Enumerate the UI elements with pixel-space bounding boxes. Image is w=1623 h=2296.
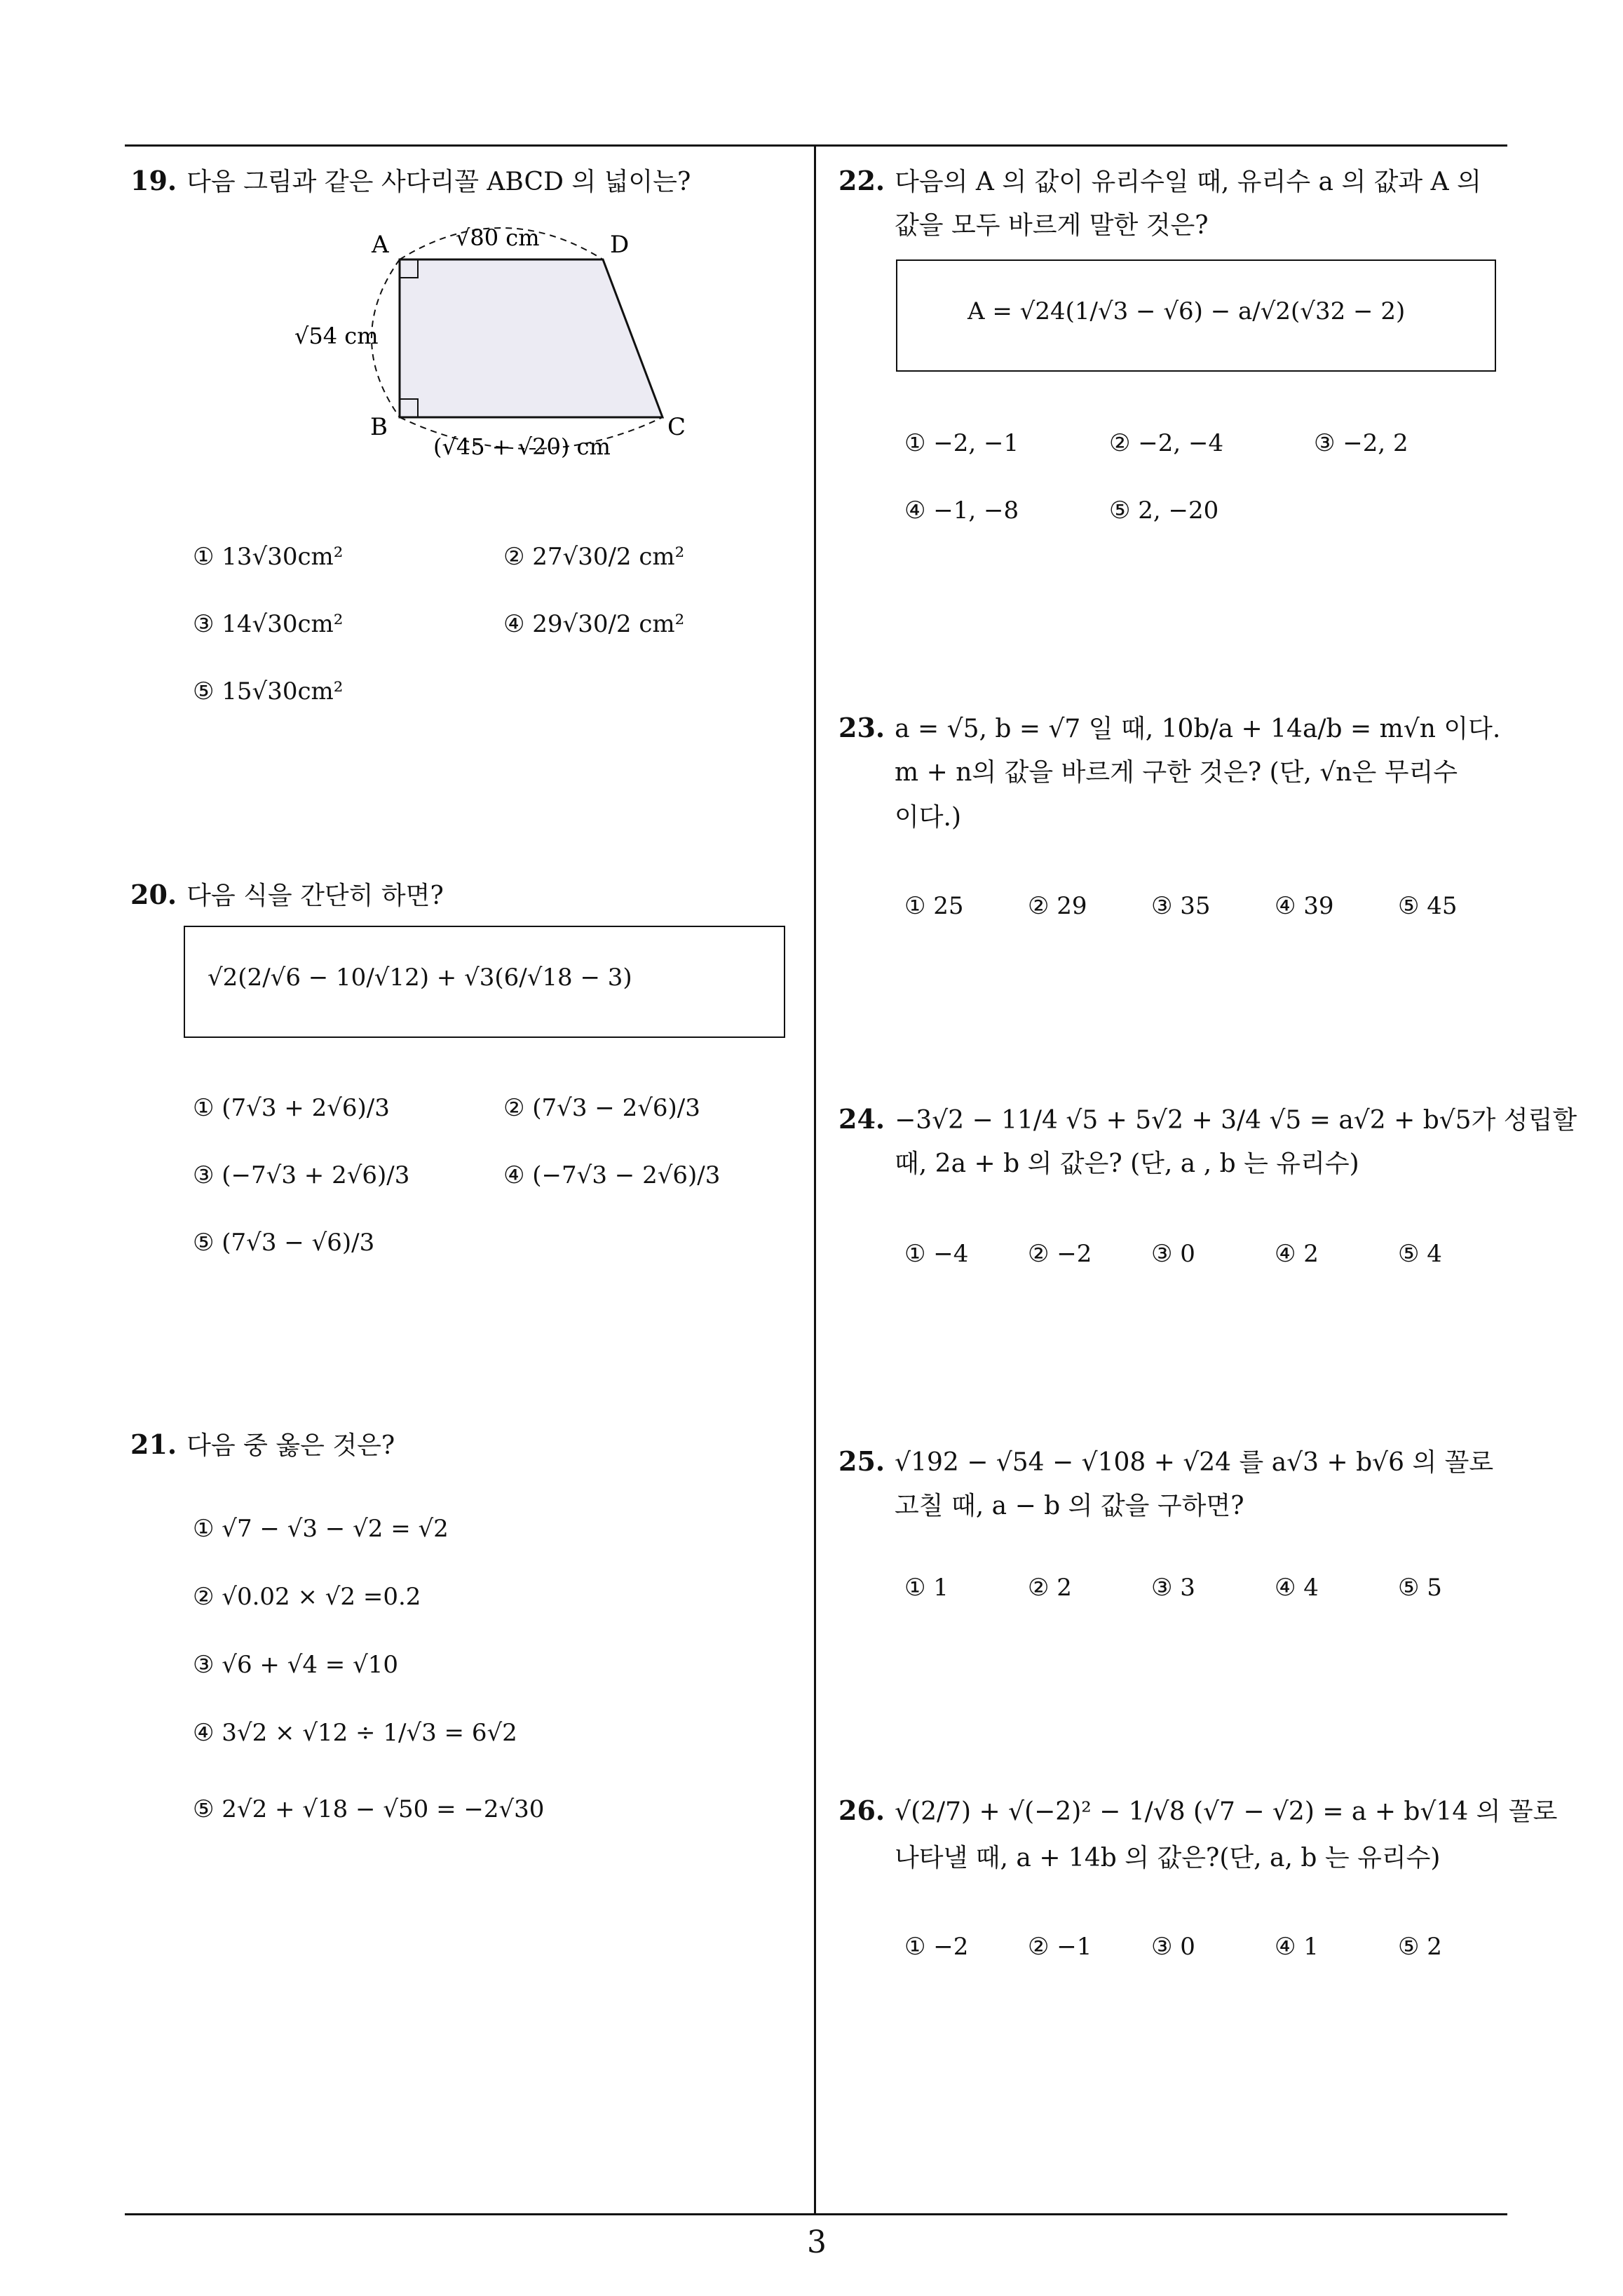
q24-option-5[interactable]: ⑤ 4 [1398, 1240, 1442, 1268]
question-24-text-line1: −3√2 − 11/4 √5 + 5√2 + 3/4 √5 = a√2 + b√5가 성립할 [895, 1106, 1577, 1135]
q21-option-1[interactable]: ① √7 − √3 − √2 = √2 [193, 1515, 449, 1543]
q20-expression: √2(2/√6 − 10/√12) + √3(6/√18 − 3) [208, 964, 632, 992]
q24-option-3[interactable]: ③ 0 [1151, 1240, 1195, 1268]
question-21-stem [130, 1424, 395, 1467]
question-23-number: 23. [838, 712, 885, 743]
q26-option-3[interactable]: ③ 0 [1151, 1933, 1195, 1961]
q25-option-2[interactable]: ② 2 [1028, 1574, 1072, 1602]
question-21-number: 21. [130, 1429, 177, 1460]
question-23-text-line1: a = √5, b = √7 일 때, 10b/a + 14a/b = m√n 이다. [895, 715, 1501, 743]
q26-option-4[interactable]: ④ 1 [1275, 1933, 1319, 1961]
left-side-label: √54 cm [294, 323, 379, 349]
question-23-stem [838, 707, 1500, 750]
bottom-side-label: (√45 + √20) cm [433, 433, 611, 460]
q20-option-2[interactable]: ② (7√3 − 2√6)/3 [503, 1094, 700, 1122]
question-25-text-line1: √192 − √54 − √108 + √24 를 a√3 + b√6 의 꼴로 [895, 1448, 1494, 1477]
question-21-text: 다음 중 옳은 것은? [186, 1431, 395, 1460]
q20-option-5[interactable]: ⑤ (7√3 − √6)/3 [193, 1229, 375, 1257]
q21-option-2[interactable]: ② √0.02 × √2 =0.2 [193, 1583, 421, 1611]
q20-option-4[interactable]: ④ (−7√3 − 2√6)/3 [503, 1161, 721, 1189]
question-24-number: 24. [838, 1103, 885, 1135]
question-26-text-line1: √(2/7) + √(−2)² − 1/√8 (√7 − √2) = a + b√14 의 꼴로 [895, 1797, 1558, 1826]
q19-option-1[interactable]: ① 13√30cm² [193, 543, 344, 571]
q23-option-3[interactable]: ③ 35 [1151, 892, 1211, 920]
q23-option-4[interactable]: ④ 39 [1275, 892, 1334, 920]
trapezoid-shape [400, 259, 663, 417]
q25-option-4[interactable]: ④ 4 [1275, 1574, 1319, 1602]
q19-option-4[interactable]: ④ 29√30/2 cm² [503, 610, 685, 638]
question-26-text-line2: 나타낼 때, a + 14b 의 값은?(단, a, b 는 유리수) [895, 1844, 1441, 1872]
q19-option-5[interactable]: ⑤ 15√30cm² [193, 677, 344, 705]
question-22-text-line1: 다음의 A 의 값이 유리수일 때, 유리수 a 의 값과 A 의 [895, 168, 1481, 196]
q22-option-2[interactable]: ② −2, −4 [1109, 429, 1224, 457]
q25-option-3[interactable]: ③ 3 [1151, 1574, 1195, 1602]
q22-option-1[interactable]: ① −2, −1 [904, 429, 1019, 457]
q23-option-2[interactable]: ② 29 [1028, 892, 1087, 920]
q26-option-1[interactable]: ① −2 [904, 1933, 969, 1961]
page-number: 3 [807, 2224, 827, 2260]
q25-option-5[interactable]: ⑤ 5 [1398, 1574, 1442, 1602]
q23-option-5[interactable]: ⑤ 45 [1398, 892, 1458, 920]
q20-option-1[interactable]: ① (7√3 + 2√6)/3 [193, 1094, 390, 1122]
question-22-stem [838, 160, 1481, 203]
question-25-number: 25. [838, 1445, 885, 1477]
q24-option-1[interactable]: ① −4 [904, 1240, 969, 1268]
q19-option-2[interactable]: ② 27√30/2 cm² [503, 543, 685, 571]
question-26-stem [838, 1790, 1557, 1833]
vertex-c-label: C [667, 413, 686, 441]
q25-option-1[interactable]: ① 1 [904, 1574, 949, 1602]
vertex-d-label: D [610, 231, 630, 259]
q26-option-5[interactable]: ⑤ 2 [1398, 1933, 1442, 1961]
question-19-stem [130, 160, 691, 203]
bottom-rule [125, 2213, 1507, 2215]
q22-option-3[interactable]: ③ −2, 2 [1314, 429, 1408, 457]
question-22-number: 22. [838, 165, 885, 196]
question-26-number: 26. [838, 1795, 885, 1826]
question-20-number: 20. [130, 879, 177, 910]
question-20-stem [130, 874, 444, 917]
question-19-text: 다음 그림과 같은 사다리꼴 ABCD 의 넓이는? [186, 168, 691, 196]
question-20-text: 다음 식을 간단히 하면? [186, 882, 444, 910]
q20-option-3[interactable]: ③ (−7√3 + 2√6)/3 [193, 1161, 410, 1189]
q26-option-2[interactable]: ② −1 [1028, 1933, 1092, 1961]
question-23-text-line3: 이다.) [895, 803, 962, 832]
top-side-label: √80 cm [456, 224, 540, 251]
q22-option-5[interactable]: ⑤ 2, −20 [1109, 497, 1219, 525]
top-rule [125, 144, 1507, 147]
question-25-text-line2: 고칠 때, a − b 의 값을 구하면? [895, 1492, 1244, 1520]
q24-option-2[interactable]: ② −2 [1028, 1240, 1092, 1268]
q21-option-5[interactable]: ⑤ 2√2 + √18 − √50 = −2√30 [193, 1795, 545, 1823]
question-23-text-line2: m + n의 값을 바르게 구한 것은? (단, √n은 무리수 [895, 758, 1458, 787]
question-19-number: 19. [130, 165, 177, 196]
q22-expression: A = √24(1/√3 − √6) − a/√2(√32 − 2) [967, 297, 1406, 325]
question-22-text-line2: 값을 모두 바르게 말한 것은? [895, 211, 1209, 240]
vertex-b-label: B [370, 413, 388, 441]
q21-option-3[interactable]: ③ √6 + √4 = √10 [193, 1651, 399, 1679]
q24-option-4[interactable]: ④ 2 [1275, 1240, 1319, 1268]
q23-option-1[interactable]: ① 25 [904, 892, 964, 920]
question-25-stem [838, 1440, 1493, 1484]
q22-option-4[interactable]: ④ −1, −8 [904, 497, 1019, 525]
trapezoid-figure [280, 217, 715, 470]
q21-option-4[interactable]: ④ 3√2 × √12 ÷ 1/√3 = 6√2 [193, 1719, 517, 1747]
q19-option-3[interactable]: ③ 14√30cm² [193, 610, 344, 638]
column-divider [814, 144, 816, 2213]
question-24-text-line2: 때, 2a + b 의 값은? (단, a , b 는 유리수) [895, 1149, 1359, 1178]
question-24-stem [838, 1098, 1577, 1142]
vertex-a-label: A [372, 231, 389, 259]
